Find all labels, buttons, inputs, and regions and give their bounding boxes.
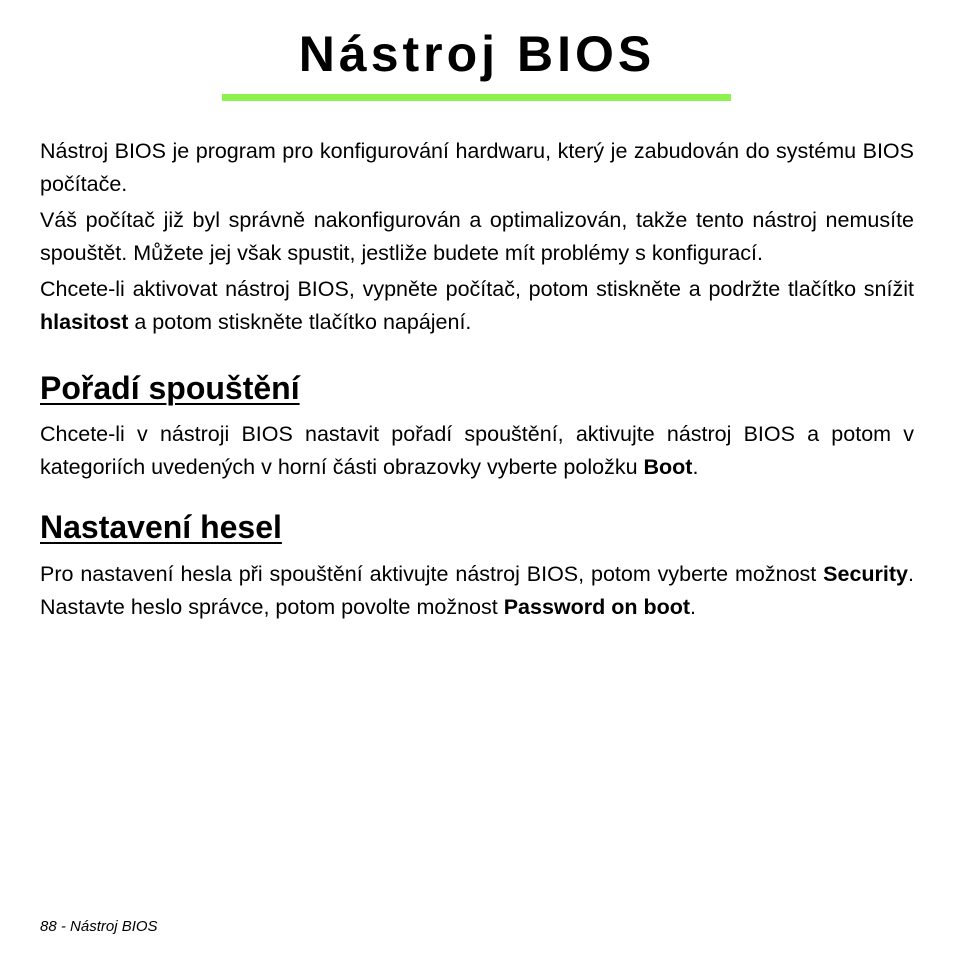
page-footer: 88 - Nástroj BIOS	[40, 918, 158, 935]
boot-text-after: .	[692, 454, 699, 479]
password-text-after: .	[690, 594, 697, 619]
page-title: Nástroj BIOS	[298, 26, 656, 82]
intro-paragraph-2: Váš počítač již byl správně nakonfigurován a optimalizován, takže tento nástroj nemusíte spouštět. Můžete jej však spustit, jestliže budete mít problémy s konfigurací.	[40, 208, 914, 265]
password-settings-heading: Nastavení hesel	[40, 509, 282, 545]
boot-keyword: Boot	[643, 454, 693, 479]
intro-p3-text-after: a potom stiskněte tlačítko napájení.	[128, 309, 472, 334]
password-on-boot-keyword: Password on boot	[503, 594, 691, 619]
password-settings-paragraph	[40, 558, 914, 623]
title-underline-bar	[222, 94, 731, 101]
intro-p3-text-before: Chcete-li aktivovat nástroj BIOS, vypněte počítač, potom stiskněte a podržte tlačítko snížit	[40, 277, 914, 301]
document-body	[40, 135, 914, 627]
password-text-before: Pro nastavení hesla při spouštění aktivujte nástroj BIOS, potom vyberte možnost	[40, 562, 824, 586]
boot-order-paragraph	[40, 418, 914, 483]
intro-paragraph-3	[40, 273, 914, 338]
security-keyword: Security	[823, 562, 909, 586]
volume-keyword: hlasitost	[40, 309, 129, 334]
boot-text-before: Chcete-li v nástroji BIOS nastavit pořadí spouštění, aktivujte nástroj BIOS a potom v kategoriích uvedených v horní části obrazovky vyberte položku	[40, 422, 914, 479]
boot-order-heading: Pořadí spouštění	[40, 370, 300, 406]
password-text-middle: . Nastavte heslo správce, potom povolte možnost	[40, 562, 914, 619]
intro-paragraph-1: Nástroj BIOS je program pro konfigurování hardwaru, který je zabudován do systému BIOS počítače.	[40, 139, 914, 196]
